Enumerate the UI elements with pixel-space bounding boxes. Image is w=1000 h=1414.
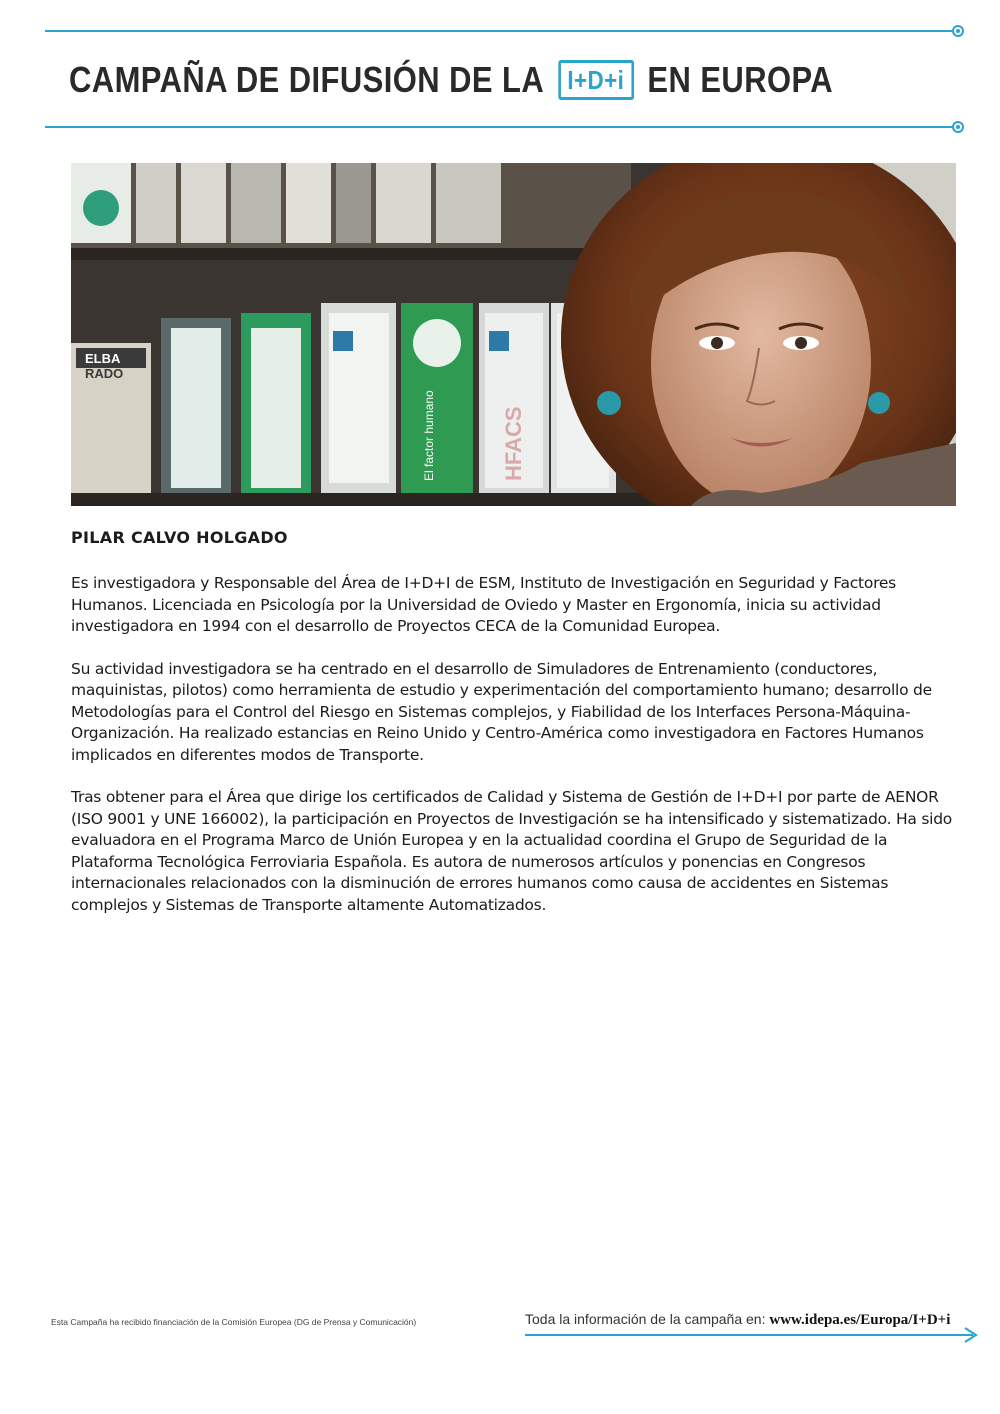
idi-logo-badge: I+D+i xyxy=(558,60,634,100)
footer-rule xyxy=(525,1334,973,1336)
bio-paragraph-3: Tras obtener para el Área que dirige los certificados de Calidad y Sistema de Gestión de I+D+I por parte de AENOR (ISO 9001 y UNE 166002), la participación en Proyectos de Investigación se ha intensificado y sistematizado. Ha sido evaluadora en el Programa Marco de Unión Europea y en la actualidad coordina el Grupo de Seguridad de la Plataforma Tecnológica Ferroviaria Española. Es autora de numerosos artículos y ponencias en Congresos internacionales relacionados con la disminución de errores humanos como causa de accidentes en Sistemas complejos y Sistemas de Transporte altamente Automatizados. xyxy=(71,788,953,914)
biography xyxy=(71,573,957,937)
portrait-photo xyxy=(71,163,956,506)
campaign-title-end: EN EUROPA xyxy=(647,59,834,100)
header-top-rule xyxy=(45,30,955,32)
person-name: PILAR CALVO HOLGADO xyxy=(71,528,288,547)
bio-paragraph-2: Su actividad investigadora se ha centrado en el desarrollo de Simuladores de Entrenamiento (conductores, maquinistas, pilotos) como herramienta de estudio y experimentación del comportamiento humano; desarrollo de Metodologías para el Control del Riesgo en Sistemas complejos, y Fiabilidad de los Interfaces Persona-Máquina-Organización. Ha realizado estancias en Reino Unido y Centro-América como investigadora en Factores Humanos implicados en diferentes modos de Transporte. xyxy=(71,659,932,764)
header-top-dot-icon xyxy=(952,25,964,37)
campaign-info-label: Toda la información de la campaña en: xyxy=(525,1311,766,1327)
svg-text:El factor humano: El factor humano xyxy=(422,390,436,481)
svg-text:RADO: RADO xyxy=(85,366,124,381)
campaign-title xyxy=(69,58,833,102)
campaign-info xyxy=(525,1311,950,1329)
bio-paragraph-1: Es investigadora y Responsable del Área de I+D+I de ESM, Instituto de Investigación en Seguridad y Factores Humanos. Licenciada en Psicología por la Universidad de Oviedo y Master en Ergonomía, inicia su actividad investigadora en 1994 con el desarrollo de Proyectos CECA de la Comunidad Europea. xyxy=(71,574,896,635)
campaign-title-start: CAMPAÑA DE DIFUSIÓN DE LA xyxy=(69,59,545,100)
funding-note: Esta Campaña ha recibido financiación de la Comisión Europea (DG de Prensa y Comunicación) xyxy=(51,1317,417,1327)
svg-text:ELBA: ELBA xyxy=(85,351,121,366)
campaign-url-link[interactable]: www.idepa.es/Europa/I+D+i xyxy=(769,1312,951,1328)
svg-text:HFACS: HFACS xyxy=(501,406,526,481)
header-bottom-rule xyxy=(45,126,955,128)
arrow-right-icon xyxy=(963,1327,979,1343)
header-bottom-dot-icon xyxy=(952,121,964,133)
